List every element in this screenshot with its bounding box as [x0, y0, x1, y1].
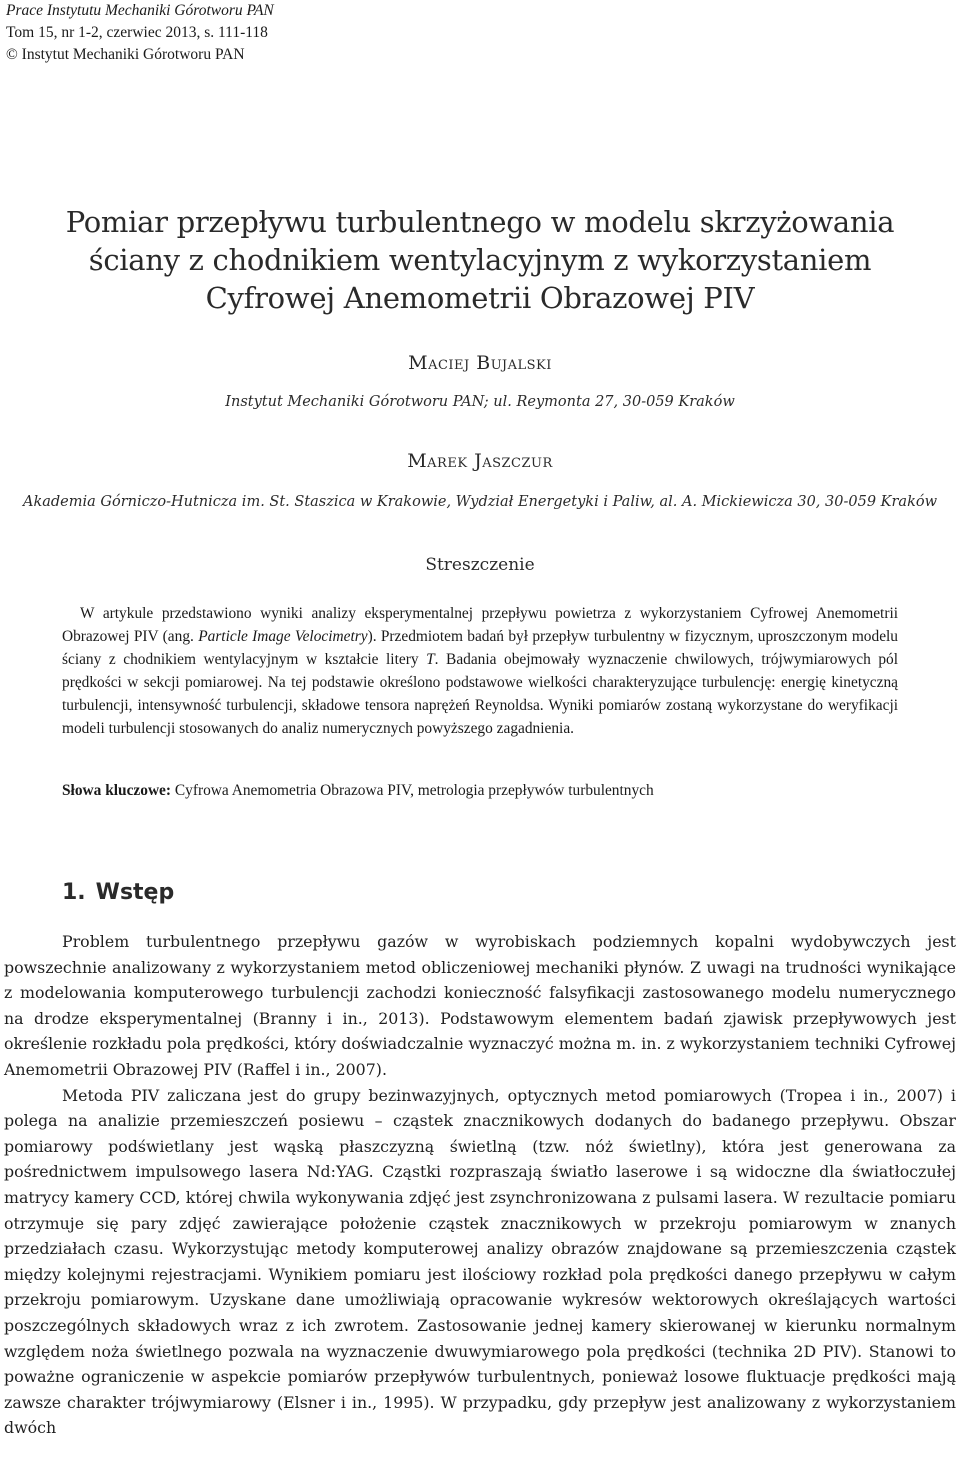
abstract-text [62, 602, 898, 740]
author-name: Maciej Bujalski [408, 352, 552, 374]
keywords-label: Słowa kluczowe: [62, 782, 172, 799]
author-name: Marek Jaszczur [407, 450, 553, 472]
copyright-line: © Instytut Mechaniki Górotworu PAN [6, 46, 245, 63]
section-heading [62, 880, 174, 905]
title-line-2: ściany z chodnikiem wentylacyjnym z wykorzystaniem [88, 243, 872, 277]
keywords-text: Cyfrowa Anemometria Obrazowa PIV, metrologia przepływów turbulentnych [171, 782, 654, 799]
abstract-part: ). Przedmiotem badań był przepływ turbulentny w fizycznym, uproszczonym modelu ściany z chodnikiem wentylacyjnym w kształcie litery [62, 628, 898, 668]
body-text [4, 929, 956, 1441]
author-affiliation: Akademia Górniczo-Hutnicza im. St. Staszica w Krakowie, Wydział Energetyki i Paliw, al. A. Mickiewicza 30, 30-059 Kraków [22, 494, 938, 510]
abstract-part: . Badania obejmowały wyznaczenie chwilowych, trójwymiarowych pól prędkości w sekcji pomiarowej. Na tej podstawie określono podstawowe wielkości charakteryzujące turbulencję: energię kinetyczną turbulencji, intensywność turbulencji, składowe tensora naprężeń Reynoldsa. Wyniki pomiarów zostaną wykorzystane do weryfikacji modeli turbulencji stosowanych do analiz numerycznych powyższego zagadnienia. [62, 651, 898, 737]
journal-header [6, 0, 274, 66]
title-line-3: Cyfrowej Anemometrii Obrazowej PIV [205, 281, 755, 315]
keywords [62, 780, 898, 802]
section-number: 1. [62, 880, 86, 905]
abstract-part: W artykule przedstawiono wyniki analizy eksperymentalnej przepływu powietrza z wykorzystaniem Cyfrowej Anemometrii Obrazowej PIV (ang. [62, 605, 898, 645]
title-line-1: Pomiar przepływu turbulentnego w modelu skrzyżowania [65, 205, 895, 239]
journal-name: Prace Instytutu Mechaniki Górotworu PAN [6, 2, 274, 19]
paragraph: Metoda PIV zaliczana jest do grupy bezinwazyjnych, optycznych metod pomiarowych (Tropea i in., 2007) i polega na analizie przemieszczeń posiewu – cząstek znacznikowych dodanych do badanego przepływu. Obszar pomiarowy podświetlany jest wąską płaszczyzną świetlną (tzw. nóż świetlny), która jest generowana za pośrednictwem impulsowego lasera Nd:YAG. Cząstki rozpraszają światło laserowe i są widoczne dla światłoczułej matrycy kamery CCD, której chwila wykonywania zdjęć jest zsynchronizowana z pulsami lasera. W rezultacie pomiaru otrzymuje się pary zdjęć zawierające położenie cząstek znacznikowych w przekroju pomiarowym w znanych przedziałach czasu. Wykorzystując metody komputerowej analizy obrazów znajdowane są przemieszczenia cząstek między kolejnymi rejestracjami. Wynikiem pomiaru jest ilościowy rozkład pola prędkości danego przepływu w całym przekroju pomiarowym. Uzyskane dane umożliwiają opracowanie wykresów wektorowych określających wartości poszczególnych składowych wraz z ich zwrotem. Zastosowanie jednej kamery skierowanej w kierunku normalnym względem noża świetlnego pozwala na wyznaczenie dwuwymiarowego pola prędkości (technika 2D PIV). Stanowi to poważne ograniczenie w aspekcie pomiarów przepływów turbulentnych, ponieważ losowe fluktuacje prędkości mają zawsze charakter trójwymiarowy (Elsner i in., 1995). W przypadku, gdy przepływ jest analizowany z wykorzystaniem dwóch [4, 1085, 956, 1438]
volume-info: Tom 15, nr 1-2, czerwiec 2013, s. 111-118 [6, 24, 268, 41]
abstract-heading: Streszczenie [425, 555, 535, 575]
section-title: Wstęp [95, 880, 175, 905]
paper-title [0, 203, 960, 317]
author-affiliation: Instytut Mechaniki Górotworu PAN; ul. Reymonta 27, 30-059 Kraków [225, 394, 735, 410]
abstract-italic: T [426, 651, 435, 668]
abstract-italic: Particle Image Velocimetry [198, 628, 368, 645]
paragraph: Problem turbulentnego przepływu gazów w wyrobiskach podziemnych kopalni wydobywczych jest powszechnie analizowany z wykorzystaniem metod obliczeniowej mechaniki płynów. Z uwagi na trudności wynikające z modelowania komputerowego turbulencji zachodzi konieczność falsyfikacji zastosowanego modelu numerycznego na drodze eksperymentalnej (Branny i in., 2013). Podstawowym elementem badań zjawisk przepływowych jest określenie rozkładu pola prędkości, który doświadczalnie wyznaczyć można m. in. z wykorzystaniem techniki Cyfrowej Anemometrii Obrazowej PIV (Raffel i in., 2007). [4, 932, 956, 1079]
